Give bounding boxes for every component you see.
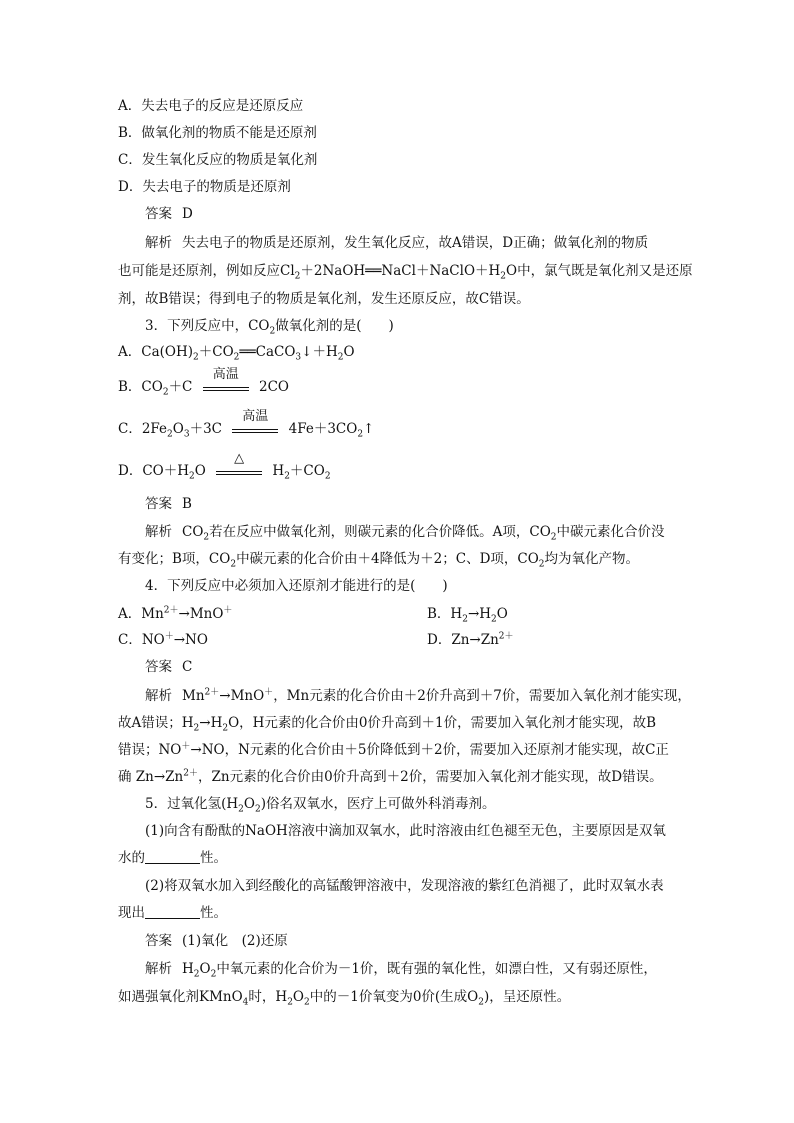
q3-option-c: C．$2Fe_2O_3+3C$ 高温 $4Fe+3CO_2↑$ [118,408,375,440]
q3-analysis-line-2: 有变化；B项，$CO_2$中碳元素的化合价由＋4降低为＋2；C、D项，$CO_2$均为氧化产物。 [118,551,640,570]
q4-option-d: D．$Zn\to Zn^{2+}$ [427,631,514,648]
q4-option-c: C．NO＋→NO [118,631,208,648]
q2-analysis-line-2: 也可能是还原剂，例如反应$Cl_2+2NaOH══NaCl+NaClO+H_2O$中，氯气既是氧化剂又是还原 [118,263,693,282]
q4-analysis-line-3: 错误；NO＋→NO，N元素的化合价由＋5价降低到＋2价，需要加入还原剂才能实现，故C正 [118,741,669,758]
q2-option-d: D．失去电子的物质是还原剂 [118,179,291,195]
blank-line [145,906,200,919]
q3-analysis-line-1: 解析 $CO_2$若在反应中做氧化剂，则碳元素的化合价降低。A项，$CO_2$中碳元素化合价没 [145,524,665,543]
q2-answer: 答案 D [145,206,193,222]
q2-analysis-line-1: 解析 失去电子的物质是还原剂，发生氧化反应，故A错误，D正确；做氧化剂的物质 [145,235,649,251]
q5-part-1-line-2: 水的 性。 [118,850,227,866]
q4-options-row-2 [118,630,678,650]
q5-answer: 答案 (1)氧化 (2)还原 [145,933,288,949]
q2-option-c: C．发生氧化反应的物质是氧化剂 [118,152,318,168]
q3-option-b: B．$CO_2+C$ 高温 2CO [118,366,289,398]
q5-part-1-line-1: (1)向含有酚酞的NaOH溶液中滴加双氧水，此时溶液由红色褪至无色，主要原因是双氧 [145,823,666,839]
q3-answer: 答案 B [145,496,192,512]
q4-analysis-line-1: 解析 $Mn^{2+}\to MnO^+$，Mn元素的化合价由＋2价升高到＋7价，需要加入氧化剂才能实现， [145,687,691,704]
q4-option-b: B．$H_2\to H_2O$ [427,606,508,625]
q5-stem: 5．过氧化氢$(H_2O_2)$俗名双氧水，医疗上可做外科消毒剂。 [145,796,496,815]
q4-options-row-1 [118,604,678,624]
blank-line [145,851,200,864]
q3-option-a: A．$Ca(OH)_2+CO_2══CaCO_3↓+H_2O$ [118,344,355,363]
reaction-condition: 高温 [232,420,278,440]
q5-part-2-line-2: 现出 性。 [118,905,227,921]
q5-part-2-line-1: (2)将双氧水加入到经酸化的高锰酸钾溶液中，发现溶液的紫红色消褪了，此时双氧水表 [145,878,664,894]
q2-option-b: B．做氧化剂的物质不能是还原剂 [118,125,317,141]
q2-option-a: A．失去电子的反应是还原反应 [118,98,304,114]
q4-answer: 答案 C [145,659,193,675]
q3-stem: 3．下列反应中，$CO_2$做氧化剂的是( ) [145,318,394,337]
q3-option-d: D．$CO+H_2O$ △ $H_2+CO_2$ [118,450,331,482]
q4-analysis-line-2: 故A错误；$H_2\to H_2O$，H元素的化合价由0价升高到＋1价，需要加入氧化剂才能实现，故B [118,715,657,734]
q4-analysis-line-4: 确 $Zn\to Zn^{2+}$，Zn元素的化合价由0价升高到＋2价，需要加入氧化剂才能实现，故D错误。 [118,768,663,785]
q2-analysis-line-3: 剂，故B错误；得到电子的物质是氧化剂，发生还原反应，故C错误。 [118,291,530,307]
q4-stem: 4．下列反应中必须加入还原剂才能进行的是( ) [145,578,448,594]
q5-analysis-line-1: 解析 $H_2O_2$中氧元素的化合价为－1价，既有强的氧化性，如漂白性，又有弱还原性， [145,961,657,980]
reaction-condition: △ [216,462,262,482]
reaction-condition: 高温 [203,378,249,398]
q4-option-a: A．$Mn^{2+}\to MnO^+$ [118,605,233,622]
q5-analysis-line-2: 如遇强氧化剂KMnO$_4$时，$H_2O_2$中的－1价氧变为0价(生成$O_2$)，呈还原性。 [118,989,571,1008]
